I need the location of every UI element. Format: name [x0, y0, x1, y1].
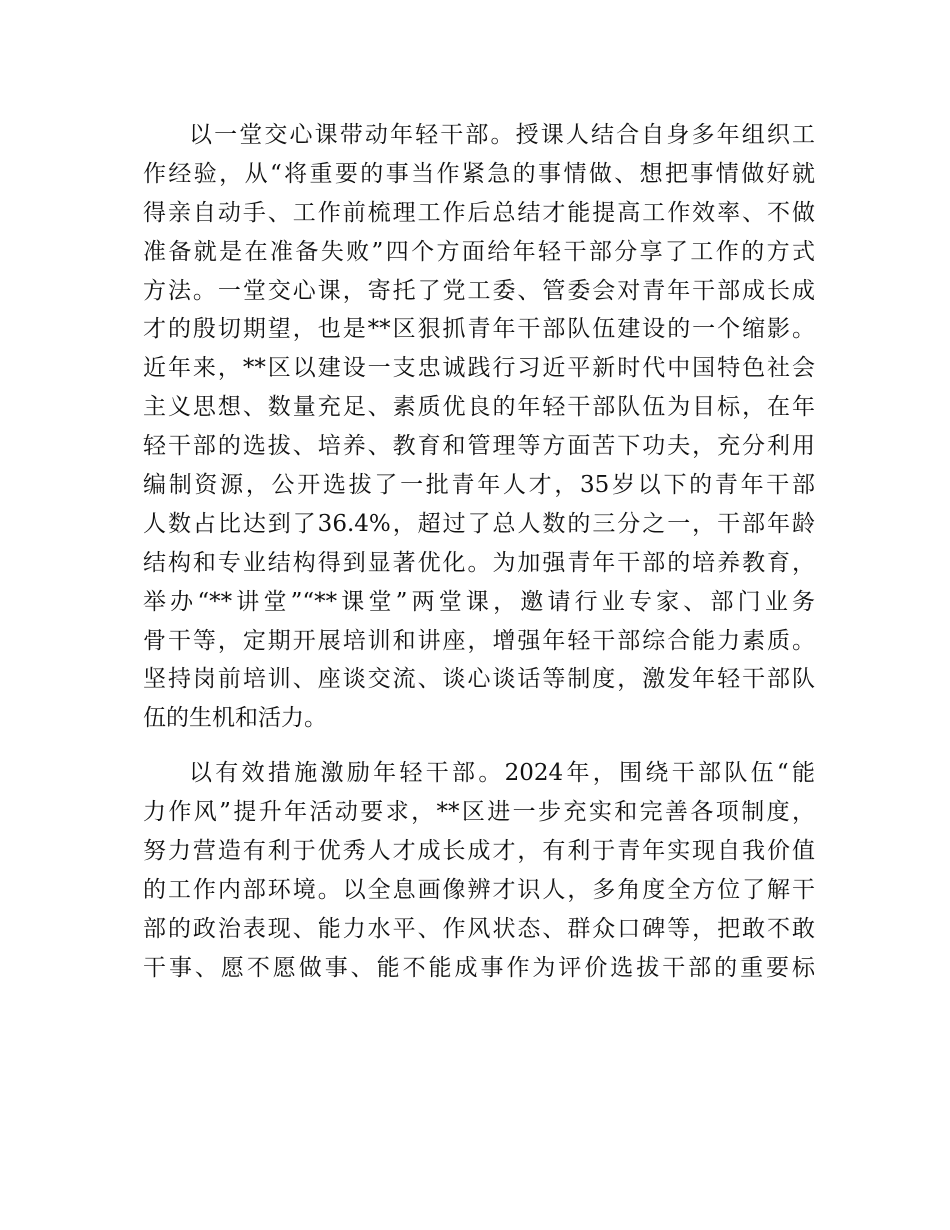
text-line: 力作风”提升年活动要求，**区进一步充实和完善各项制度， [143, 799, 815, 826]
text-line: 举办“**讲堂”“**课堂”两堂课，邀请行业专家、部门业务 [143, 588, 815, 615]
text-line: 结构和专业结构得到显著优化。为加强青年干部的培养教育， [143, 549, 815, 576]
text-line: 坚持岗前培训、座谈交流、谈心谈话等制度，激发年轻干部队 [143, 666, 815, 693]
text-line: 近年来，**区以建设一支忠诚践行习近平新时代中国特色社会 [143, 355, 815, 382]
text-line: 骨干等，定期开展培训和讲座，增强年轻干部综合能力素质。 [143, 627, 815, 654]
text-line: 伍的生机和活力。 [143, 705, 327, 732]
text-line: 部的政治表现、能力水平、作风状态、群众口碑等，把敢不敢 [143, 915, 815, 942]
text-line: 作经验，从“将重要的事当作紧急的事情做、想把事情做好就 [143, 160, 815, 187]
text-line: 干事、愿不愿做事、能不能成事作为评价选拔干部的重要标 [143, 954, 815, 981]
text-line: 努力营造有利于优秀人才成长成才，有利于青年实现自我价值 [143, 838, 815, 865]
text-line: 人数占比达到了36.4%，超过了总人数的三分之一，干部年龄 [143, 510, 815, 537]
text-line: 准备就是在准备失败”四个方面给年轻干部分享了工作的方式 [143, 238, 815, 265]
text-line: 得亲自动手、工作前梳理工作后总结才能提高工作效率、不做 [143, 199, 815, 226]
text-line: 编制资源，公开选拔了一批青年人才，35岁以下的青年干部 [143, 472, 815, 499]
text-line: 以一堂交心课带动年轻干部。授课人结合自身多年组织工 [189, 122, 815, 148]
paragraph-gap [143, 738, 815, 754]
text-line: 的工作内部环境。以全息画像辨才识人，多角度全方位了解干 [143, 876, 815, 903]
text-line: 以有效措施激励年轻干部。2024年，围绕干部队伍“能 [189, 760, 815, 787]
text-line: 轻干部的选拔、培养、教育和管理等方面苦下功夫，充分利用 [143, 433, 815, 460]
paragraph-1 [143, 116, 815, 738]
text-line: 方法。一堂交心课，寄托了党工委、管委会对青年干部成长成 [143, 277, 815, 304]
paragraph-2 [143, 754, 815, 987]
text-line: 才的殷切期望，也是**区狠抓青年干部队伍建设的一个缩影。 [143, 316, 815, 343]
document-body [143, 116, 815, 988]
text-line: 主义思想、数量充足、素质优良的年轻干部队伍为目标，在年 [143, 394, 815, 421]
